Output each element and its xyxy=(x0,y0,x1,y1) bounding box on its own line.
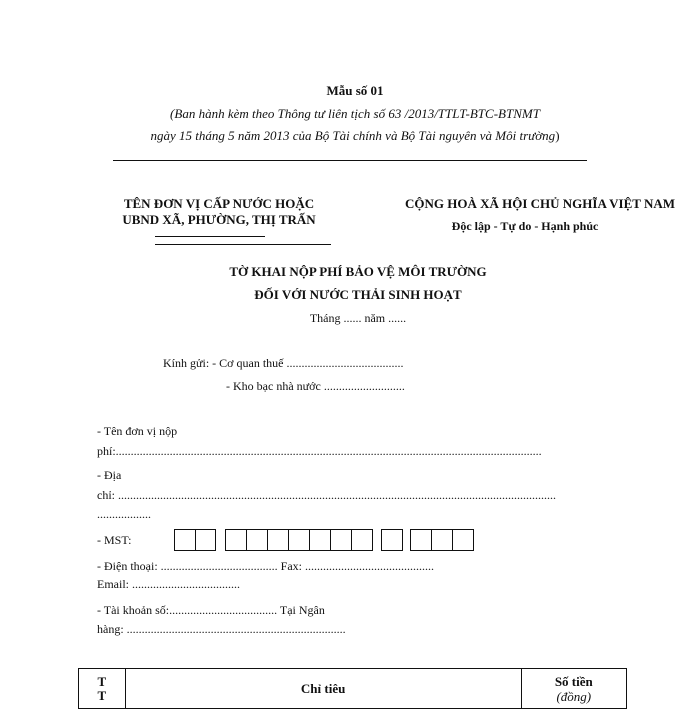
national-title: CỘNG HOÀ XÃ HỘI CHỦ NGHĨA VIỆT NAM xyxy=(404,196,676,211)
issuance-line-1: (Ban hành kèm theo Thông tư liên tịch số 63 /2013/TTLT-BTC-BTNMT xyxy=(170,106,540,121)
phone-fax-field: - Điện thoại: ....................................... Fax: ........................................... xyxy=(97,559,434,573)
account-field: - Tài khoản số:.................................... Tại Ngân xyxy=(97,603,325,617)
header-rule xyxy=(113,160,587,161)
col-no-header: T T xyxy=(79,669,126,709)
mst-box-group-4 xyxy=(410,529,474,551)
fee-table xyxy=(78,668,627,709)
recipient-tax-office: Kính gửi: - Cơ quan thuế ....................................... xyxy=(163,356,404,370)
mst-box-group-2 xyxy=(225,529,373,551)
recipient-treasury: - Kho bạc nhà nước ........................... xyxy=(226,379,405,393)
col-amount-header: Số tiền (đồng) xyxy=(521,669,626,709)
bank-field: hàng: ......................................................................... xyxy=(97,622,346,636)
address-field-continued: .................. xyxy=(97,507,151,521)
declaration-title-line-2: ĐỐI VỚI NƯỚC THẢI SINH HOẠT xyxy=(254,287,462,302)
address-label: - Địa xyxy=(97,468,122,482)
unit-name-field: phí:.............................................................................................................................................. xyxy=(97,444,542,458)
mst-label: - MST: xyxy=(97,533,132,547)
unit-underline-short xyxy=(155,236,265,237)
unit-name-label: - Tên đơn vị nộp xyxy=(97,424,178,438)
declaration-title-line-1: TỜ KHAI NỘP PHÍ BẢO VỆ MÔI TRƯỜNG xyxy=(229,264,487,279)
issuance-line-2 xyxy=(0,128,700,144)
unit-underline-long xyxy=(155,244,331,245)
mst-box-group-3 xyxy=(381,529,403,551)
address-field: chỉ: .................................................................................................................................................. xyxy=(97,488,556,502)
email-field: Email: .................................... xyxy=(97,577,240,591)
form-number: Mẫu số 01 xyxy=(326,83,384,98)
table-header-row xyxy=(79,669,627,709)
declaration-period: Tháng ...... năm ...... xyxy=(309,311,407,325)
unit-title-line-1: TÊN ĐƠN VỊ CẤP NƯỚC HOẶC xyxy=(123,196,315,211)
issuance-line-2-paren: ) xyxy=(555,128,560,143)
national-motto: Độc lập - Tự do - Hạnh phúc xyxy=(451,219,599,233)
unit-title-line-2: UBND XÃ, PHƯỜNG, THỊ TRẤN xyxy=(122,212,316,227)
mst-box-group-1 xyxy=(174,529,216,551)
col-indicator-header: Chỉ tiêu xyxy=(125,669,521,709)
issuance-line-2-text: ngày 15 tháng 5 năm 2013 của Bộ Tài chính và Bộ Tài nguyên và Môi trường xyxy=(150,128,556,143)
